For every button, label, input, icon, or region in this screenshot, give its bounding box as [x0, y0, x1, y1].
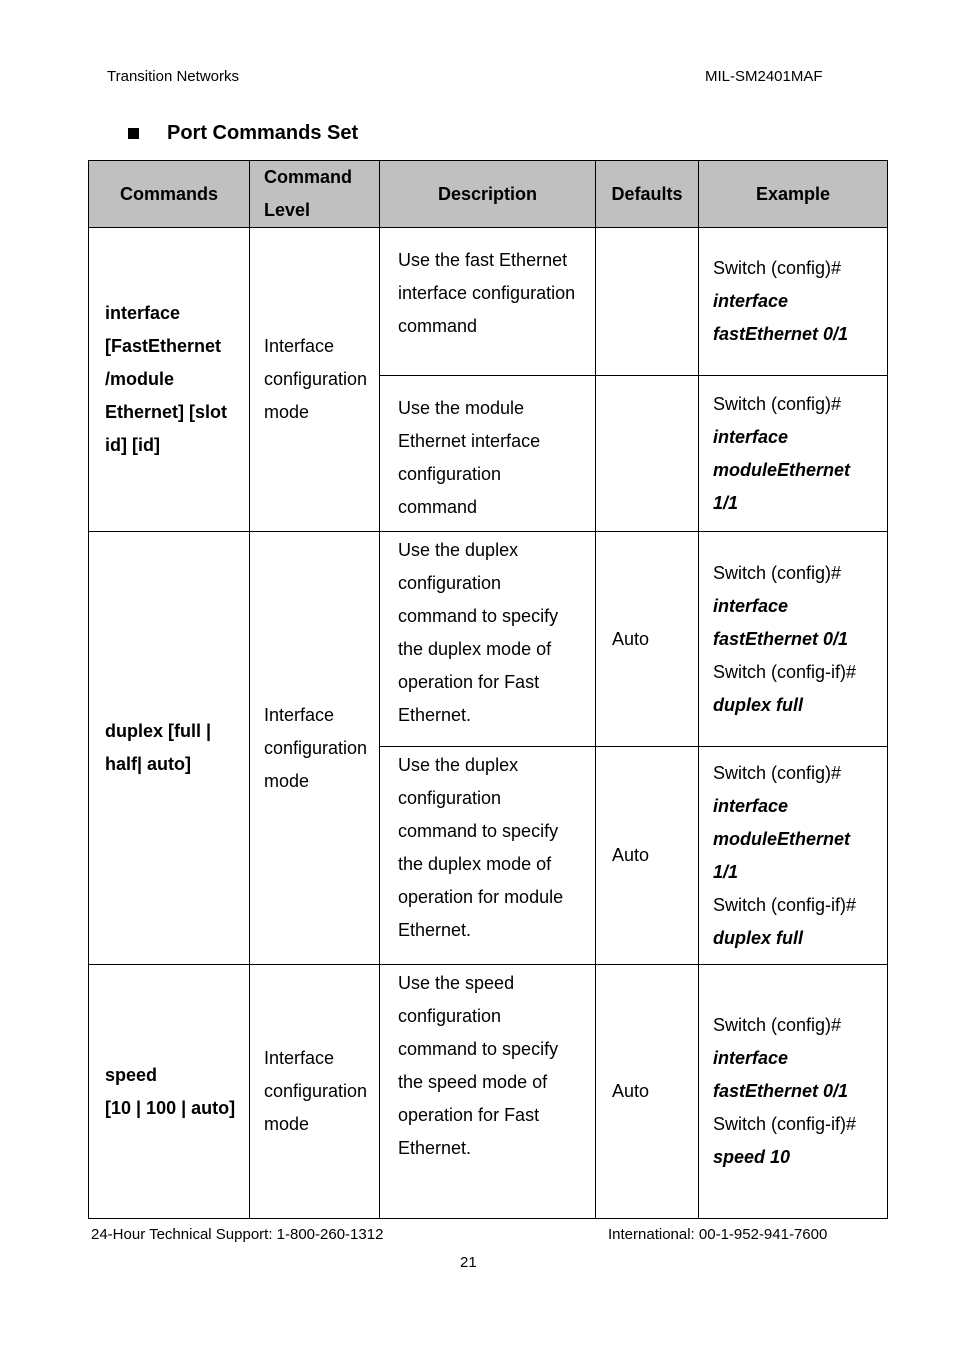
- text-line: configuration: [398, 788, 502, 808]
- example-cell: [699, 228, 888, 376]
- text-line: command to specify: [398, 606, 559, 626]
- footer-support: 24-Hour Technical Support: 1-800-260-1312: [91, 1226, 384, 1243]
- example-line: 1/1: [713, 492, 739, 513]
- text-line: [FastEthernet: [105, 336, 222, 356]
- text-line: mode: [264, 402, 310, 422]
- example-line: Switch (config)#: [713, 258, 842, 278]
- command-cell: [89, 228, 250, 532]
- page-number: 21: [460, 1254, 477, 1271]
- text-line: command: [398, 497, 478, 517]
- text-line: the duplex mode of: [398, 639, 552, 659]
- description-cell: [380, 532, 596, 747]
- command-level-cell: [250, 228, 380, 532]
- text-line: configuration: [264, 737, 368, 758]
- defaults-cell: Auto: [596, 965, 699, 1219]
- command-level-cell: [250, 965, 380, 1219]
- defaults-cell: Auto: [596, 532, 699, 747]
- example-cell: [699, 747, 888, 965]
- header-company: Transition Networks: [107, 68, 239, 85]
- description-cell: [380, 228, 596, 376]
- text-line: Interface: [264, 704, 335, 725]
- text-line: duplex [full |: [105, 721, 212, 741]
- text-line: half| auto]: [105, 754, 192, 774]
- text-line: speed: [105, 1064, 158, 1085]
- defaults-cell: Auto: [596, 747, 699, 965]
- text-line: [10 | 100 | auto]: [105, 1097, 236, 1118]
- example-line: interface: [713, 795, 789, 816]
- example-line: moduleEthernet: [713, 459, 851, 480]
- example-line: Switch (config-if)#: [713, 894, 857, 915]
- command-level-cell: [250, 532, 380, 965]
- text-line: configuration: [398, 1006, 502, 1026]
- example-line: Switch (config-if)#: [713, 661, 857, 682]
- example-cell: [699, 376, 888, 532]
- example-line: Switch (config-if)#: [713, 1114, 857, 1134]
- text-line: configuration: [264, 1081, 368, 1101]
- text-line: command to specify: [398, 1039, 559, 1059]
- text-line: Use the module: [398, 398, 525, 418]
- example-line: Switch (config)#: [713, 762, 842, 783]
- text-line: /module: [105, 369, 175, 389]
- text-line: Ethernet.: [398, 705, 472, 725]
- text-line: operation for Fast: [398, 672, 540, 692]
- col-header-description: Description: [380, 161, 596, 228]
- example-line: 1/1: [713, 861, 739, 882]
- text-line: operation for Fast: [398, 1105, 540, 1125]
- example-line: Switch (config)#: [713, 1015, 842, 1035]
- text-line: id] [id]: [105, 435, 160, 455]
- section-title: Port Commands Set: [167, 122, 359, 144]
- text-line: the speed mode of: [398, 1072, 548, 1092]
- text-line: mode: [264, 1114, 310, 1134]
- square-bullet-icon: [128, 128, 139, 139]
- example-cell: [699, 532, 888, 747]
- col-header-command-level: Command Level: [250, 161, 380, 228]
- example-line: fastEthernet 0/1: [713, 628, 849, 649]
- text-line: configuration: [398, 464, 502, 484]
- example-cell: [699, 965, 888, 1219]
- example-line: duplex full: [713, 927, 803, 948]
- example-line: duplex full: [713, 694, 803, 715]
- text-line: operation for module: [398, 887, 564, 907]
- example-line: fastEthernet 0/1: [713, 1081, 849, 1101]
- text-line: Use the duplex: [398, 755, 519, 775]
- description-cell: [380, 965, 596, 1219]
- example-line: Switch (config)#: [713, 393, 842, 414]
- col-header-commands: Commands: [89, 161, 250, 228]
- description-cell: [380, 747, 596, 965]
- example-line: speed 10: [713, 1147, 791, 1167]
- text-line: the duplex mode of: [398, 854, 552, 874]
- text-line: command: [398, 316, 478, 336]
- col-header-defaults: Defaults: [596, 161, 699, 228]
- text-line: Interface: [264, 1048, 335, 1068]
- section-heading: [128, 122, 358, 145]
- text-line: interface: [105, 303, 181, 323]
- text-line: Ethernet.: [398, 920, 472, 940]
- text-line: configuration: [398, 573, 502, 593]
- text-line: mode: [264, 770, 310, 791]
- text-line: Ethernet.: [398, 1138, 472, 1158]
- text-line: configuration: [264, 369, 368, 389]
- example-line: fastEthernet 0/1: [713, 324, 849, 344]
- text-line: interface configuration: [398, 283, 576, 303]
- example-line: interface: [713, 426, 789, 447]
- example-line: Switch (config)#: [713, 562, 842, 583]
- text-line: Use the speed: [398, 973, 515, 993]
- example-line: moduleEthernet: [713, 828, 851, 849]
- description-cell: [380, 376, 596, 532]
- text-line: Ethernet interface: [398, 431, 541, 451]
- table-header-row: [89, 161, 888, 228]
- table-row: [89, 228, 888, 376]
- defaults-cell: [596, 376, 699, 532]
- col-header-example: Example: [699, 161, 888, 228]
- table-row: [89, 532, 888, 747]
- command-cell: [89, 965, 250, 1219]
- defaults-cell: [596, 228, 699, 376]
- example-line: interface: [713, 595, 789, 616]
- example-line: interface: [713, 291, 789, 311]
- text-line: Use the duplex: [398, 540, 519, 560]
- text-line: Ethernet] [slot: [105, 402, 228, 422]
- text-line: command to specify: [398, 821, 559, 841]
- text-line: Use the fast Ethernet: [398, 250, 568, 270]
- command-cell: [89, 532, 250, 965]
- header-model: MIL-SM2401MAF: [705, 68, 823, 85]
- footer-international: International: 00-1-952-941-7600: [608, 1226, 828, 1243]
- example-line: interface: [713, 1048, 789, 1068]
- table-row: [89, 965, 888, 1219]
- text-line: Interface: [264, 336, 335, 356]
- port-commands-table: [88, 160, 888, 1219]
